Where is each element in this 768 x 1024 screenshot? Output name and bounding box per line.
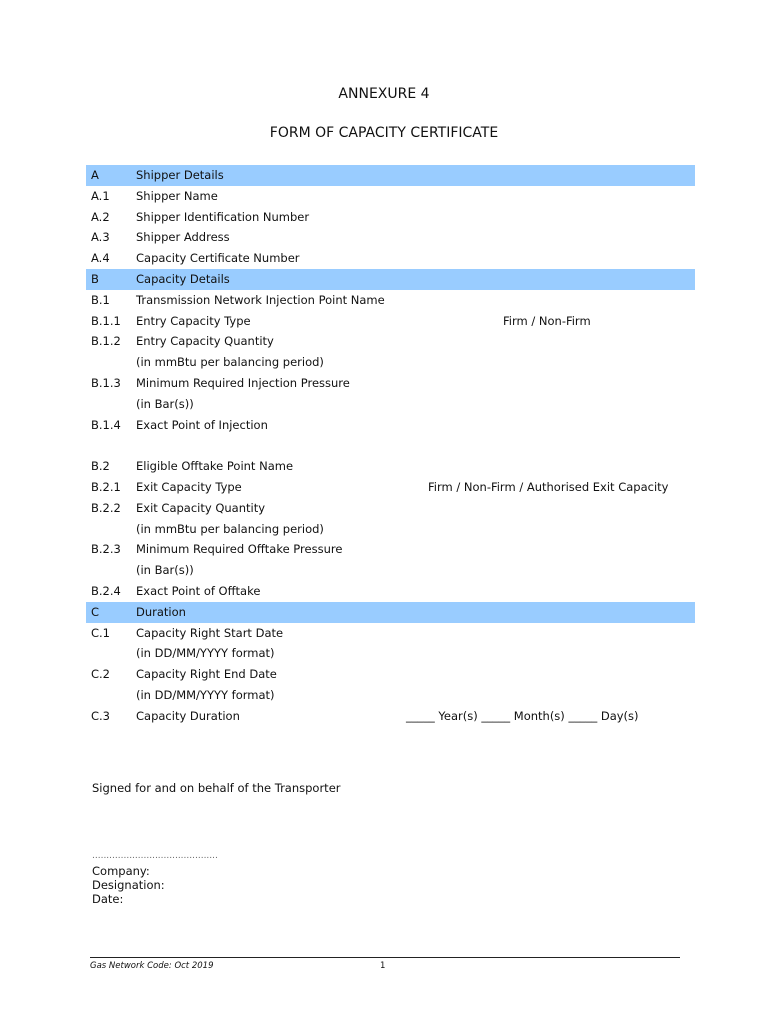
row-number: A — [91, 168, 99, 182]
row-number: B.1.1 — [91, 313, 121, 328]
field-label: Minimum Required Injection Pressure — [136, 375, 350, 390]
form-row — [86, 207, 695, 228]
field-label: (in DD/MM/YYYY format) — [136, 646, 275, 661]
row-number: B.2.4 — [91, 583, 121, 598]
form-row — [86, 519, 695, 540]
field-label: (in Bar(s)) — [136, 563, 194, 578]
field-label: Shipper Address — [136, 230, 230, 245]
field-label: (in mmBtu per balancing period) — [136, 521, 324, 536]
field-label: Shipper Name — [136, 188, 218, 203]
field-value: _____ Year(s) _____ Month(s) _____ Day(s) — [406, 708, 639, 723]
form-row — [86, 498, 695, 519]
form-row — [86, 331, 695, 352]
form-row — [86, 560, 695, 581]
row-number: B.2.2 — [91, 500, 121, 515]
form-row — [86, 623, 695, 644]
field-value: Firm / Non-Firm / Authorised Exit Capacity — [428, 479, 669, 494]
form-row — [86, 581, 695, 602]
row-number: B.1 — [91, 292, 110, 307]
row-number: B — [91, 271, 99, 286]
date-label: Date: — [92, 892, 124, 906]
form-row — [86, 706, 695, 727]
row-number: A.1 — [91, 188, 110, 203]
field-value: Firm / Non-Firm — [503, 313, 591, 328]
row-number: B.1.3 — [91, 375, 121, 390]
form-row — [86, 311, 695, 332]
field-label: Eligible Offtake Point Name — [136, 459, 294, 474]
form-row — [86, 456, 695, 477]
field-label: Exact Point of Offtake — [136, 583, 261, 598]
row-number: A.3 — [91, 230, 110, 245]
field-label: Exit Capacity Type — [136, 479, 242, 494]
signature-dotted-line: ............................................ — [92, 851, 218, 861]
row-number: A.4 — [91, 251, 110, 266]
field-label: (in mmBtu per balancing period) — [136, 355, 324, 370]
row-number: B.2 — [91, 459, 110, 474]
designation-label: Designation: — [92, 878, 165, 892]
form-title: FORM OF CAPACITY CERTIFICATE — [269, 125, 499, 141]
form-row — [86, 290, 695, 311]
field-label: Shipper Identification Number — [136, 209, 310, 224]
footer-divider — [90, 957, 680, 958]
field-label: Exact Point of Injection — [136, 417, 268, 432]
form-row — [86, 248, 695, 269]
field-label: Entry Capacity Type — [136, 313, 251, 328]
form-row — [86, 643, 695, 664]
form-row — [86, 685, 695, 706]
field-label: Capacity Right Start Date — [136, 625, 284, 640]
field-label: Entry Capacity Quantity — [136, 334, 274, 349]
form-row — [86, 415, 695, 436]
field-label: (in DD/MM/YYYY format) — [136, 687, 275, 702]
field-label: (in Bar(s)) — [136, 396, 194, 411]
footer-document-ref: Gas Network Code: Oct 2019 — [90, 961, 214, 971]
company-label: Company: — [92, 864, 150, 878]
field-label: Capacity Certificate Number — [136, 251, 300, 266]
form-row — [86, 477, 695, 498]
row-number: A.2 — [91, 209, 110, 224]
row-number: C.1 — [91, 625, 111, 640]
section-title: Capacity Details — [136, 271, 230, 286]
form-row — [86, 394, 695, 415]
form-row — [86, 435, 695, 456]
row-number: B.1.4 — [91, 417, 121, 432]
row-number: C.3 — [91, 708, 111, 723]
section-title: Duration — [136, 604, 186, 619]
row-number: B.2.1 — [91, 479, 121, 494]
field-label: Capacity Duration — [136, 708, 240, 723]
row-number: C.2 — [91, 667, 111, 682]
section-title: Shipper Details — [136, 168, 224, 182]
section-header-row — [86, 269, 695, 290]
row-number: C — [91, 604, 100, 619]
form-row — [86, 373, 695, 394]
row-number: B.1.2 — [91, 334, 121, 349]
form-row — [86, 352, 695, 373]
form-row — [86, 186, 695, 207]
form-row — [86, 664, 695, 685]
field-label: Minimum Required Offtake Pressure — [136, 542, 343, 557]
signed-on-behalf-text: Signed for and on behalf of the Transporter — [92, 781, 341, 795]
form-row — [86, 227, 695, 248]
field-label: Capacity Right End Date — [136, 667, 277, 682]
form-row — [86, 539, 695, 560]
field-label: Transmission Network Injection Point Name — [136, 292, 385, 307]
row-number: B.2.3 — [91, 542, 121, 557]
capacity-certificate-table — [86, 165, 695, 727]
field-label: Exit Capacity Quantity — [136, 500, 266, 515]
section-header-row — [86, 165, 695, 186]
annexure-heading: ANNEXURE 4 — [338, 86, 430, 102]
page-number: 1 — [380, 961, 386, 971]
section-header-row — [86, 602, 695, 623]
